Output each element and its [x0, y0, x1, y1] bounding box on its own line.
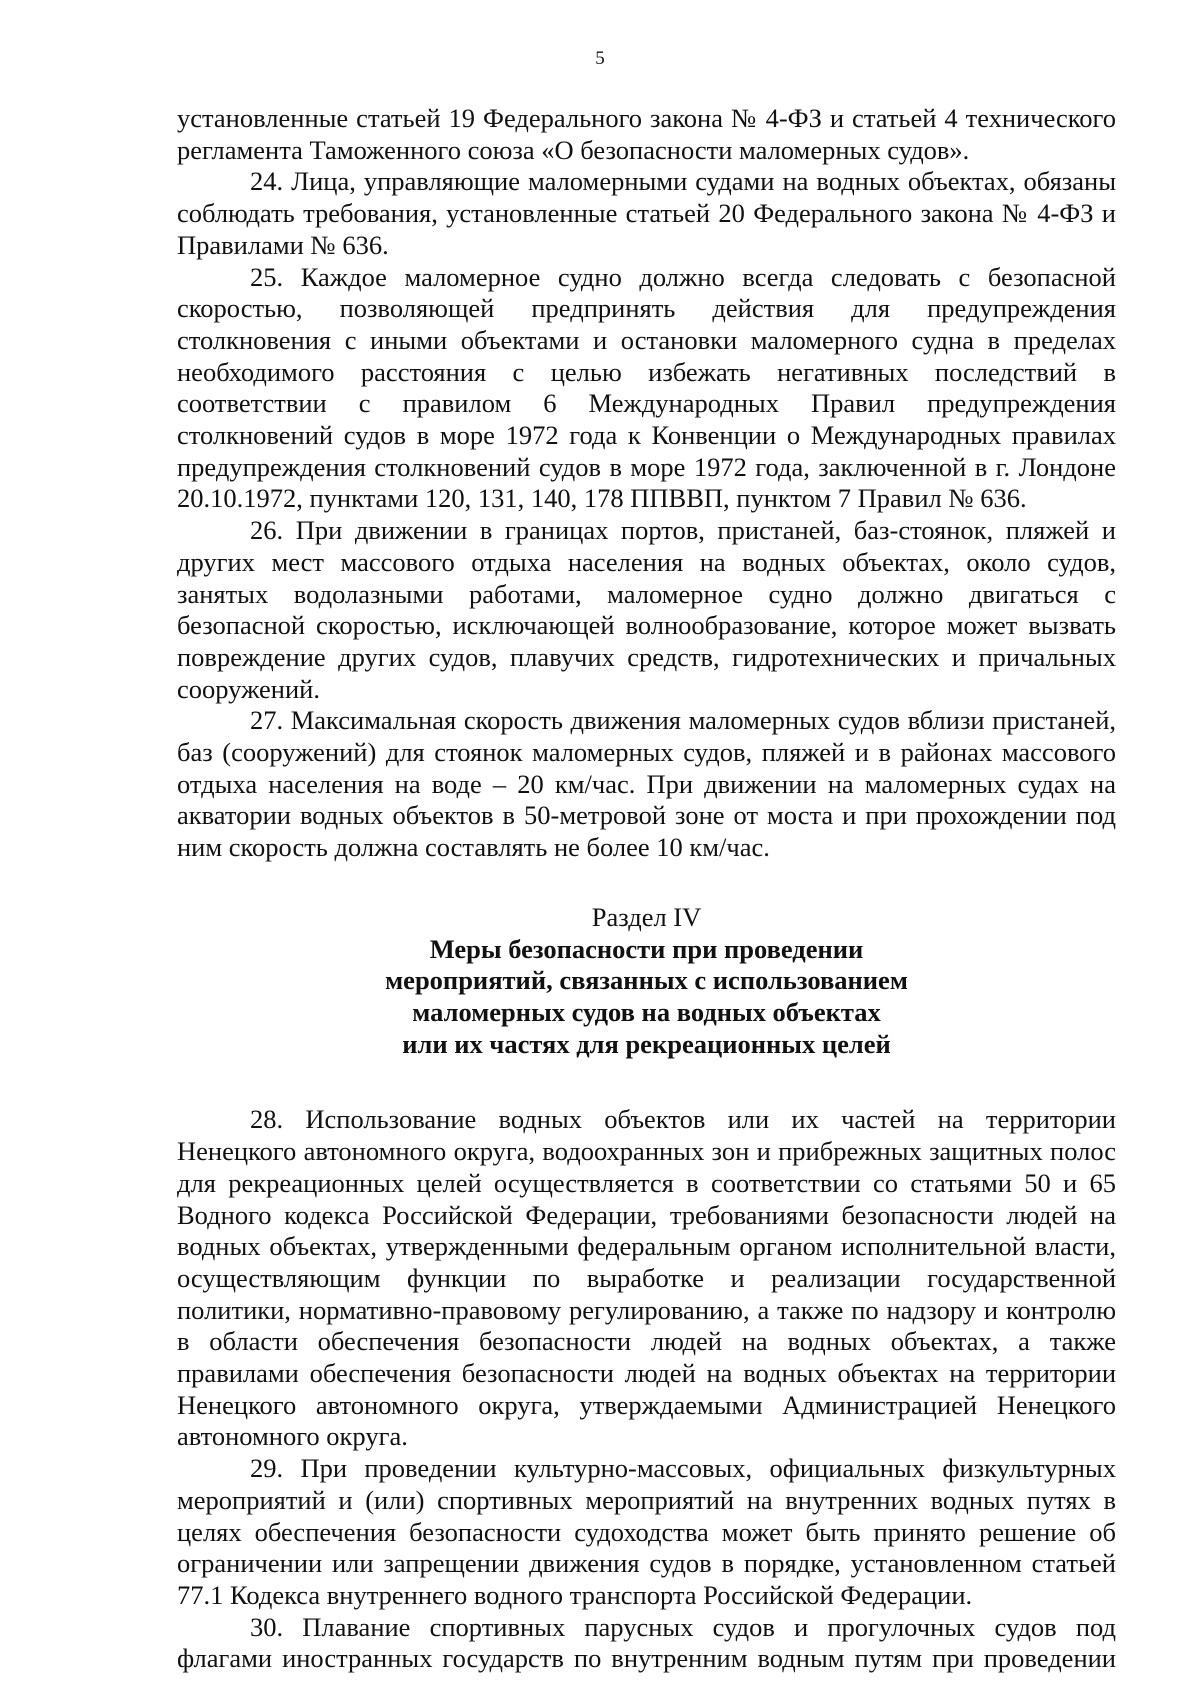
paragraph-27: 27. Максимальная скорость движения маломерных судов вблизи пристаней, баз (сооружений) для стоянок маломерных судов, пляжей и в районах массового отдыха населения на воде – 20 км/час. При движении на маломерных судах на акватории водных объектов в 50-метровой зоне от моста и при прохождении под ним скорость должна составлять не более 10 км/час. — [177, 705, 1116, 863]
section-label: Раздел IV — [591, 901, 702, 932]
paragraph-25: 25. Каждое маломерное судно должно всегда следовать с безопасной скоростью, позволяющей предпринять действия для предупреждения столкновения с иными объектами и остановки маломерного судна в пределах необходимого расстояния с целью избежать негативных последствий в соответствии с правилом 6 Международных Правил предупреждения столкновений судов в море 1972 года к Конвенции о Международных правилах предупреждения столкновений судов в море 1972 года, заключенной в г. Лондоне 20.10.1972, пунктами 120, 131, 140, 178 ППВВП, пунктом 7 Правил № 636. — [177, 261, 1116, 514]
paragraph-26: 26. При движении в границах портов, пристаней, баз-стоянок, пляжей и других мест массового отдыха населения на водных объектах, около судов, занятых водолазными работами, маломерное судно должно двигаться с безопасной скоростью, исключающей волнообразование, которое может вызвать повреждение других судов, плавучих средств, гидротехнических и причальных сооружений. — [177, 515, 1116, 704]
paragraph-28: 28. Использование водных объектов или их частей на территории Ненецкого автономного округа, водоохранных зон и прибрежных защитных полос для рекреационных целей осуществляется в соответствии со статьями 50 и 65 Водного кодекса Российской Федерации, требованиями безопасности людей на водных объектах, утвержденными федеральным органом исполнительной власти, осуществляющим функции по выработке и реализации государственной политики, нормативно-правовому регулированию, а также по надзору и контролю в области обеспечения безопасности людей на водных объектах, а также правилами обеспечения безопасности людей на водных объектах на территории Ненецкого автономного округа, утверждаемыми Администрацией Ненецкого автономного округа. — [177, 1104, 1116, 1452]
paragraph-continuation: установленные статьей 19 Федерального закона № 4-ФЗ и статьей 4 технического регламента Таможенного союза «О безопасности маломерных судов». — [177, 103, 1116, 165]
page-number: 5 — [595, 48, 605, 69]
paragraph-29: 29. При проведении культурно-массовых, официальных физкультурных мероприятий и (или) спортивных мероприятий на внутренних водных путях в целях обеспечения безопасности судоходства может быть принято решение об ограничении или запрещении движения судов в порядке, установленном статьей 77.1 Кодекса внутреннего водного транспорта Российской Федерации. — [177, 1453, 1116, 1610]
document-body — [177, 103, 1116, 1675]
paragraph-24: 24. Лица, управляющие маломерными судами на водных объектах, обязаны соблюдать требования, установленные статьей 20 Федерального закона № 4-ФЗ и Правилами № 636. — [177, 166, 1116, 260]
section-title-line: маломерных судов на водных объектах — [412, 996, 881, 1027]
section-heading — [177, 902, 1116, 1061]
section-title-line: или их частях для рекреационных целей — [402, 1028, 891, 1059]
section-title-line: мероприятий, связанных с использованием — [385, 965, 908, 996]
paragraph-30: 30. Плавание спортивных парусных судов и прогулочных судов под флагами иностранных государств по внутренним водным путям при проведении — [177, 1611, 1116, 1674]
section-title-line: Меры безопасности при проведении — [429, 933, 864, 964]
